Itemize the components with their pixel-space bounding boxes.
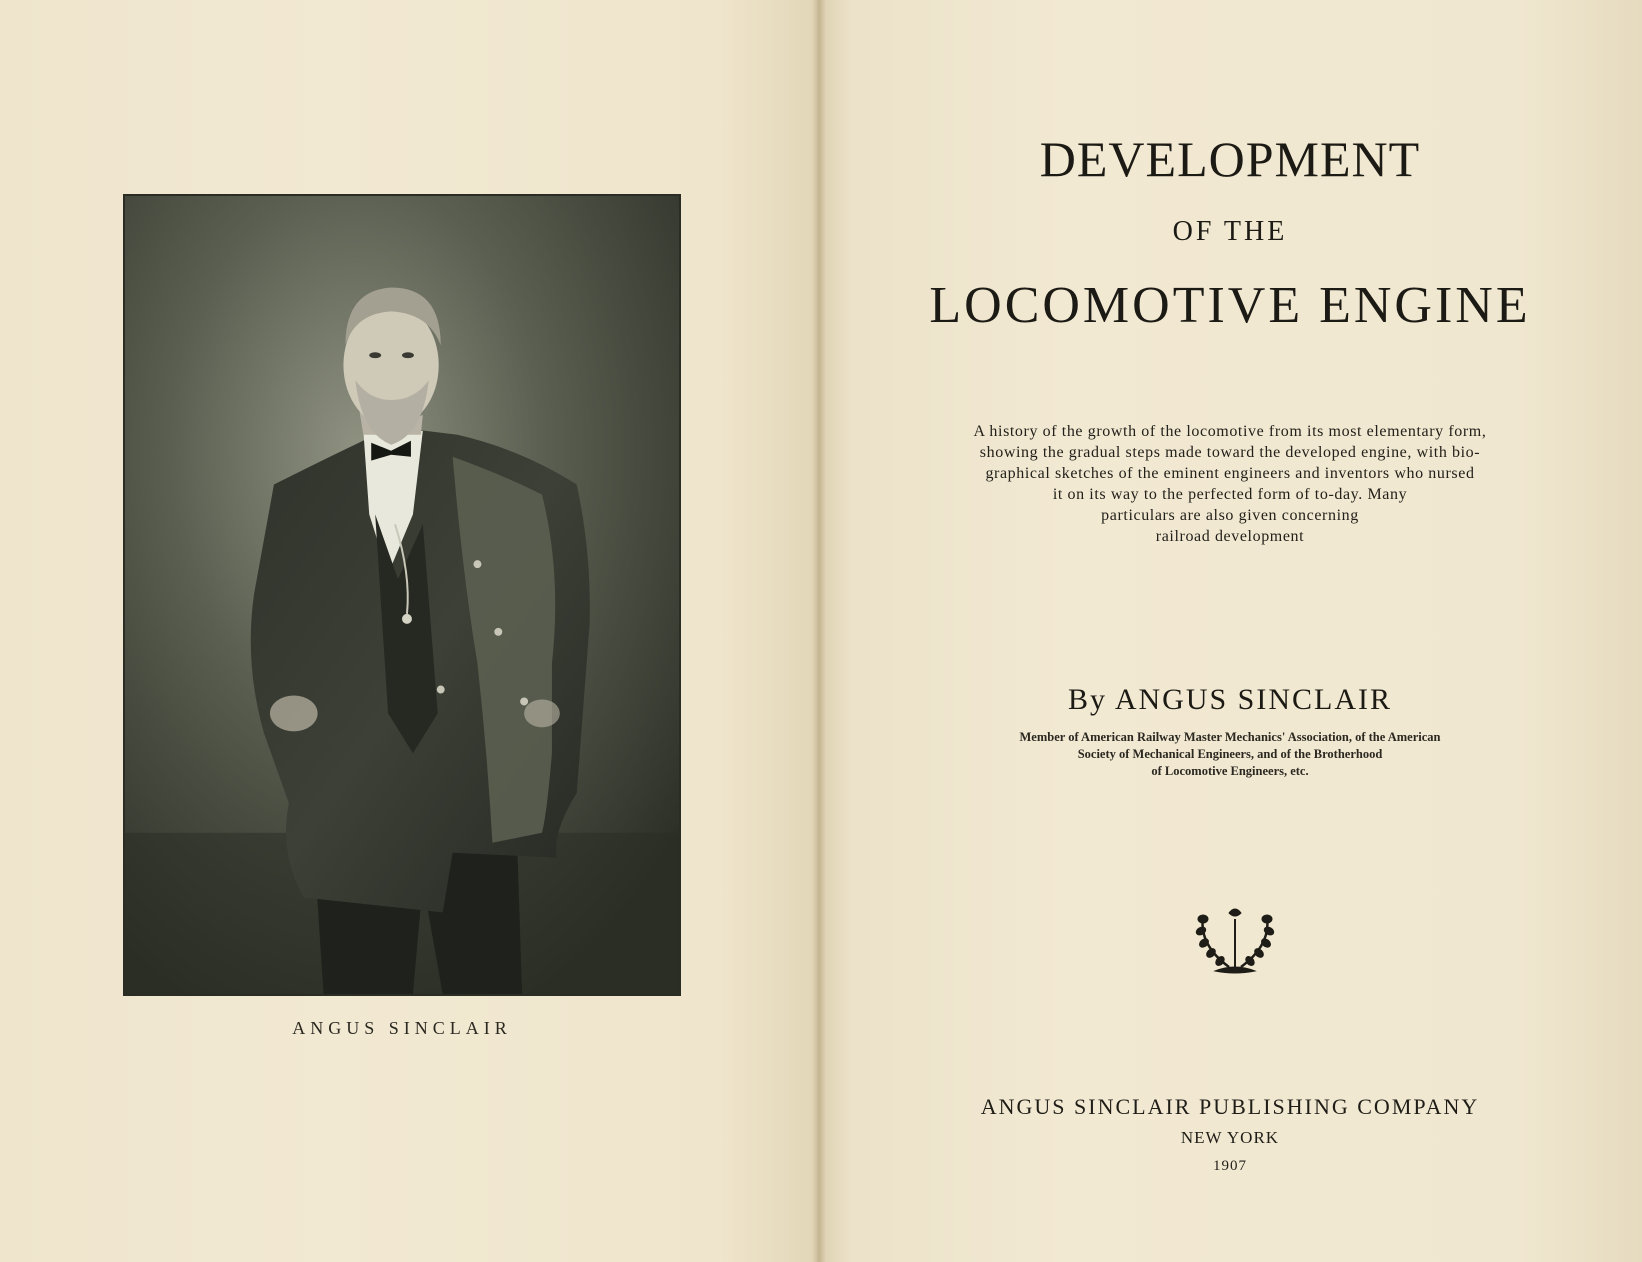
description-line: railroad development	[1155, 528, 1305, 545]
credentials-line: of Locomotive Engineers, etc.	[1151, 764, 1309, 778]
title-line-3: LOCOMOTIVE ENGINE	[929, 277, 1531, 334]
description-line: particulars are also given concerning	[1101, 507, 1359, 524]
description-line: graphical sketches of the eminent engineers and inventors who nursed	[985, 465, 1475, 482]
title-line-1: DEVELOPMENT	[1039, 131, 1421, 187]
description-line: A history of the growth of the locomotive from its most elementary form,	[973, 423, 1487, 440]
book-description	[868, 421, 1592, 547]
credentials-line: Member of American Railway Master Mechanics' Association, of the American	[1019, 730, 1441, 744]
right-page	[818, 0, 1642, 1262]
portrait-figure-icon	[125, 196, 679, 994]
publisher-name: ANGUS SINCLAIR PUBLISHING COMPANY	[980, 1094, 1480, 1119]
credentials-line: Society of Mechanical Engineers, and of the Brotherhood	[1077, 747, 1383, 761]
portrait-photo	[123, 194, 681, 996]
description-line: showing the gradual steps made toward the developed engine, with bio-	[979, 444, 1481, 461]
description-line: it on its way to the perfected form of to-day. Many	[1052, 486, 1408, 503]
author-line: By ANGUS SINCLAIR	[1067, 683, 1393, 716]
publication-year: 1907	[1213, 1158, 1247, 1174]
title-line-2: OF THE	[1172, 216, 1288, 247]
author-credentials	[868, 729, 1592, 780]
portrait-caption: ANGUS SINCLAIR	[292, 1018, 512, 1038]
book-gutter	[812, 0, 826, 1262]
wreath-ornament-icon	[1195, 905, 1275, 977]
publication-place: NEW YORK	[1180, 1128, 1280, 1147]
